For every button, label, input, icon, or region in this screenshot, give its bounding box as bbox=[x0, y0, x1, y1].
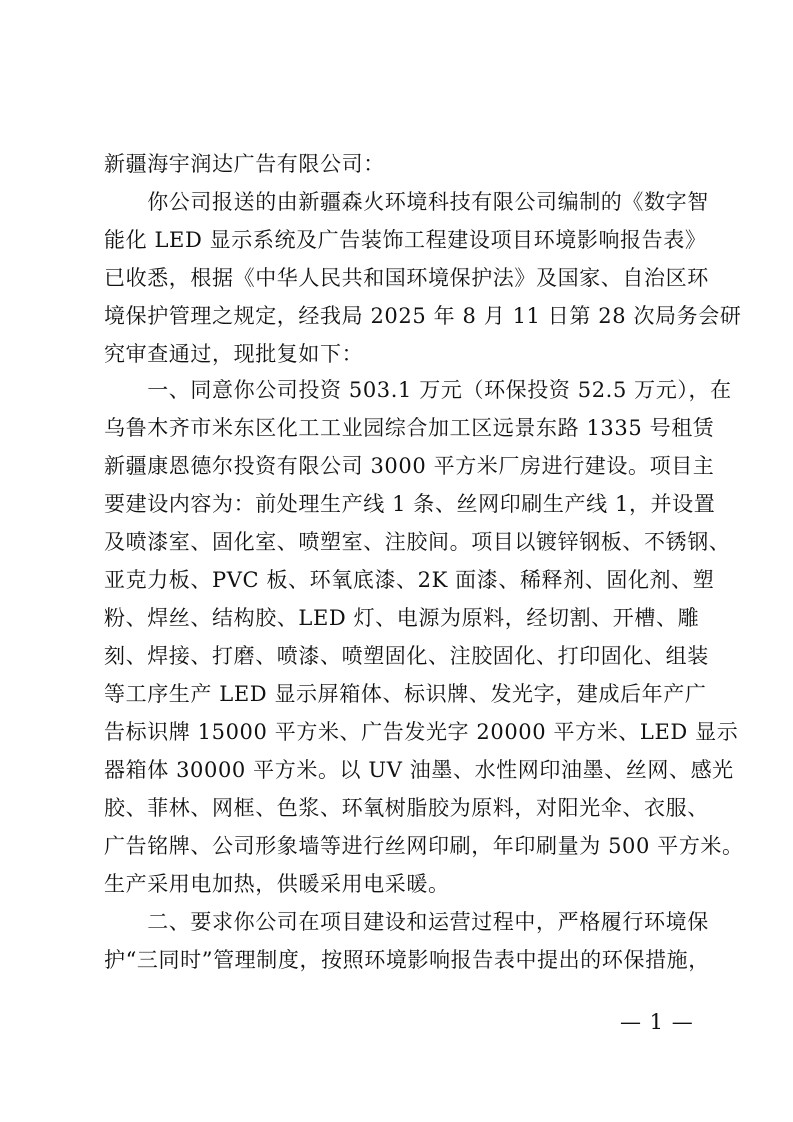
salutation-line: 新疆海宇润达广告有限公司： bbox=[104, 152, 385, 176]
body-text-line: 亚克力板、PVC 板、环氧底漆、2K 面漆、稀释剂、固化剂、塑 bbox=[104, 568, 715, 592]
body-text-line: 新疆康恩德尔投资有限公司 3000 平方米厂房进行建设。项目主 bbox=[104, 454, 715, 478]
body-text-line: 境保护管理之规定，经我局 2025 年 8 月 11 日第 28 次局务会研 bbox=[104, 304, 742, 328]
body-text-line: 你公司报送的由新疆森火环境科技有限公司编制的《数字智 bbox=[104, 190, 709, 214]
body-text-line: 二、要求你公司在项目建设和运营过程中，严格履行环境保 bbox=[104, 910, 709, 934]
body-text-line: 胶、菲林、网框、色浆、环氧树脂胶为原料，对阳光伞、衣服、 bbox=[104, 796, 709, 820]
body-text-line: 已收悉，根据《中华人民共和国环境保护法》及国家、自治区环 bbox=[104, 266, 709, 290]
body-text-line: 器箱体 30000 平方米。以 UV 油墨、水性网印油墨、丝网、感光 bbox=[104, 758, 734, 782]
body-text-line: 乌鲁木齐市米东区化工工业园综合加工区远景东路 1335 号租赁 bbox=[104, 416, 715, 440]
body-text-line: 一、同意你公司投资 503.1 万元（环保投资 52.5 万元），在 bbox=[104, 378, 732, 402]
body-text-line: 等工序生产 LED 显示屏箱体、标识牌、发光字，建成后年产广 bbox=[104, 682, 707, 706]
page-number: — 1 — bbox=[620, 1010, 694, 1034]
body-text-line: 广告铭牌、公司形象墙等进行丝网印刷，年印刷量为 500 平方米。 bbox=[104, 834, 744, 858]
body-text-line: 要建设内容为：前处理生产线 1 条、丝网印刷生产线 1，并设置 bbox=[104, 492, 716, 516]
body-text-line: 护“三同时”管理制度，按照环境影响报告表中提出的环保措施， bbox=[104, 948, 710, 972]
body-text-line: 刻、焊接、打磨、喷漆、喷塑固化、注胶固化、打印固化、组装 bbox=[104, 644, 709, 668]
body-text-line: 生产采用电加热，供暖采用电采暖。 bbox=[104, 872, 450, 896]
body-text-line: 告标识牌 15000 平方米、广告发光字 20000 平方米、LED 显示 bbox=[104, 720, 739, 744]
body-text-line: 及喷漆室、固化室、喷塑室、注胶间。项目以镀锌钢板、不锈钢、 bbox=[104, 530, 731, 554]
body-text-line: 究审查通过，现批复如下： bbox=[104, 342, 364, 366]
body-text-line: 能化 LED 显示系统及广告装饰工程建设项目环境影响报告表》 bbox=[104, 228, 707, 252]
body-text-line: 粉、焊丝、结构胶、LED 灯、电源为原料，经切割、开槽、雕 bbox=[104, 606, 700, 630]
